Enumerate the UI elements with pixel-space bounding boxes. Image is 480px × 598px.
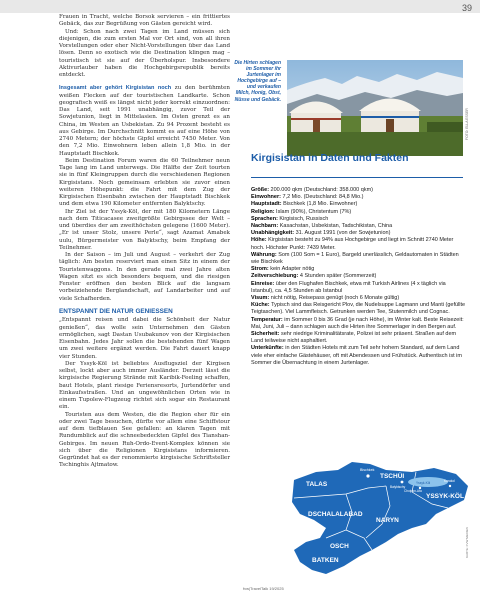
region-label: NARYN: [376, 517, 399, 524]
map-graphic: [286, 458, 472, 580]
city-label: Cholpon-Ata: [404, 489, 422, 493]
paragraph: Und: Schon nach zwei Tagen im Land müssen sich diejenigen, die zum ersten Mal vor Ort sind, von all ihren Vorstellungen oder eher Nicht-Vorstellungen über das Land lösen. Denn so exotisch wie die Destination klingen mag – touristisch ist sie auf der Überholspur. Insbesondere Aktivurlauber haben die Hochgebirgsrepublik bereits entdeckt.: [59, 28, 230, 78]
region-label: BATKEN: [312, 557, 339, 564]
page-header-bar: [0, 0, 480, 13]
fact-item: Größe: 200.000 qkm (Deutschland: 358.000 qkm): [251, 187, 373, 193]
facts-divider: [251, 177, 463, 178]
city-label: Balyktschy: [390, 485, 406, 489]
paragraph: Beim Destination Forum waren die 60 Teilnehmer neun Tage lang im Land unterwegs. Die Hälfte der Zeit tourten sie in fünf Kleingruppen durch die verschiedenen Regionen Kirgisistans. Noch gemeinsam erlebten sie zuvor einen weiteren Höhepunkt: die Fahrt mit dem Zug der Kirgisischen Eisenbahn zwischen der Hauptstadt Bischkek und dem etwa 190 Kilometer entfernten Balyktschy.: [59, 157, 230, 208]
fact-item: Nachbarn: Kasachstan, Usbekistan, Tadschikistan, China: [251, 223, 393, 230]
facts-title: Kirgisistan in Daten und Fakten: [251, 152, 409, 164]
map-credit: KARTE: FVW MEDIEN: [465, 527, 469, 558]
region-label: TALAS: [306, 481, 328, 488]
paragraph: In der Saison – im Juli und August – verkehrt der Zug täglich: Am besten reserviert man einen Sitz in einem der Touristenwaggons. In den gerade mal zwei Jahre alten Wagen sitzt es sich besonders bequem, und die riesigen Fenster eröffnen den besten Blick auf die langsam vorbeiziehende Berglandschaft, auf Landarbeiter und auf viele Schafherden.: [59, 252, 230, 302]
fact-item: Einwohner: 7,2 Mio. (Deutschland: 84,8 Mio.): [251, 194, 364, 201]
page-number: 39: [461, 3, 472, 13]
paragraph: Frauen in Tracht, welche Borsok servieren – ein frittiertes Gebäck, das zur Begrüßung von Gästen gereicht wird.: [59, 14, 230, 28]
fact-item: Küche: Typisch sind das Reisgericht Plov, die Nudelsuppe Lagmann und Manti (gefüllte Teigtaschen). Viel Lammfleisch. Getrunken werden Tee, Stutenmilch und Cognac.: [251, 302, 466, 316]
photo-credit: FOTO: ELLA ESSER: [465, 108, 469, 140]
region-label: OSCH: [330, 543, 349, 550]
fact-item: Unterkünfte: in den Städten Hotels mit zum Teil sehr hohem Standard, auf dem Land viele eher einfache Gästehäuser, oft mit Abendessen und Frühstück. Authentisch ist im Sommer die Übernachtung in einem Jurtenlager.: [251, 345, 462, 366]
lead-text: zu den berühmten weißen Flecken auf der touristischen Landkarte. Schon geografisch weiß es längst nicht jeder korrekt einzuordnen: Das Land, seit 1991 unabhängig, zuvor Teil der Sowjetunion, liegt in Mittelasien. Im Osten grenzt es an China, im Westen an Usbekistan. Zu 94 Prozent besteht es aus Gebirge. Im Durchschnitt kommt es auf eine Höhe von 2740 Metern; der höchste Gipfel erreicht 7450 Meter. Von den 7,2 Mio. Einwohnern leben allein 1,8 Mio. in der Hauptstadt Bischkek.: [59, 85, 230, 157]
photo-caption: Die Hirten schlagen im Sommer ihr Jurtenlager im Hochgebirge auf – und verkaufen Milch, Honig, Obst, Nüsse und Gebäck.: [234, 60, 281, 103]
footer: fvw|TravelTalk 19/2025: [243, 586, 284, 591]
fact-item: Einreise: über den Flughafen Bischkek, etwa mit Turkish Airlines (4 x täglich via Istanbul), ca. 4,5 Stunden ab Istanbul: [251, 280, 446, 294]
city-label: Bischkek: [360, 468, 375, 472]
region-label: DSCHALALABAD: [308, 511, 363, 518]
paragraph: Der Yssyk-Köl ist beliebtes Ausflugsziel der Kirgisen selbst, lockt aber auch immer Ausländer. Derzeit lässt die kirgisische Regierung Strände mit Karibik-Feeling schaffen, baut Hotels, plant riesige Feriensresorts, Jurtendörfer und Einkaufsstraßen. Und an ungewöhnlichen Orten wie in einem Tupolew-Flugzeug richtet sich sogar ein Restaurant ein.: [59, 360, 230, 411]
subheading: ENTSPANNT DIE NATUR GENIESSEN: [59, 307, 173, 315]
city-label: Karakol: [444, 479, 455, 483]
paragraph: Ihr Ziel ist der Yssyk-Köl, der mit 180 Kilometern Länge nach dem Titicacasee zweitgrößte Gebirgssee der Welt – und überdies der am zweithöchsten gelegene (1600 Meter). „Er ist unser Stolz, unsere Perle“, sagt Azamat Amabek uulu, Bürgermeister von Balyktschy, beim Empfang der Teilnehmer.: [59, 208, 230, 251]
fact-item: Sprachen: Kirgisisch, Russisch: [251, 215, 329, 222]
region-label: TSCHÜI: [380, 473, 405, 480]
fact-item: Religion: Islam (90%), Christentum (7%): [251, 208, 352, 215]
lead-paragraph: [59, 85, 230, 158]
article-left-column: [59, 14, 230, 470]
fact-item: Sicherheit: sehr niedrige Kriminalitätsrate, Polizei ist sehr präsent. Straßen auf dem Land teilweise nicht asphaltiert.: [251, 331, 457, 345]
fact-item: Unabhängigkeit: 31. August 1991 (von der Sowjetunion): [251, 230, 391, 237]
paragraph: Touristen aus dem Westen, die die Region eher für ein oder zwei Tage besuchen, dürfte vor allem eine Schiffstour auf dem tiefblauen See gefallen: an klaren Tagen mit Rundumblick auf die schneebedeckten Gipfel des Tianshan-Gebirges. Im neuen Ruh-Ordo-Event-Komplex können sie sich über die Religionen Kirgisistans informieren. Gegründet hat es der renommierte kirgisische Schriftsteller Tschinghis Ajtmatow.: [59, 411, 230, 469]
fact-item: Währung: Som (100 Som = 1 Euro), Bargeld unerlässlich, Geldautomaten in Städten wie Bischkek: [251, 251, 459, 266]
lead-in: Insgesamt aber gehört Kirgisistan noch: [59, 85, 172, 92]
yurt-photo: [287, 60, 463, 156]
fact-item: Hauptstadt: Bischkek (1,8 Mio. Einwohner): [251, 201, 358, 208]
fact-item: Höhe: Kirgisistan besteht zu 94% aus Hochgebirge und liegt im Schnitt 2740 Meter hoch. Höchster Punkt: 7439 Meter.: [251, 237, 454, 251]
fact-item: Temperatur: im Sommer 0 bis 36 Grad (je nach Höhe), im Winter kalt. Beste Reisezeit: Mai, Juni, Juli – dann schlagen auch die Hirten ihre Sommerlager in den Bergen auf.: [251, 316, 464, 330]
facts-box: [251, 187, 466, 367]
kyrgyzstan-map: [286, 458, 472, 580]
fact-item: Visum: nicht nötig, Reisepass genügt (noch 6 Monate gültig): [251, 295, 400, 302]
fact-item: Zeitverschiebung: 4 Stunden später (Sommerzeit): [251, 273, 377, 280]
yurt-landscape-image: [287, 60, 463, 156]
fact-item: Strom: kein Adapter nötig: [251, 266, 315, 273]
paragraph: „Entspannt reisen und dabei die Schönheit der Natur genießen“, das wolle sein Unternehmen den Gästen ermöglichen, sagt Dastan Usubakunov von der Kirgisischen Eisenbahn. Jedes Jahr sollen die bestehenden fünf Wagen um zwei weitere ergänzt werden. Die Fahrt dauert knapp vier Stunden.: [59, 317, 230, 360]
region-label: YSSYK-KÖL: [426, 493, 464, 500]
city-label: Yssyk-Köl: [416, 481, 431, 485]
